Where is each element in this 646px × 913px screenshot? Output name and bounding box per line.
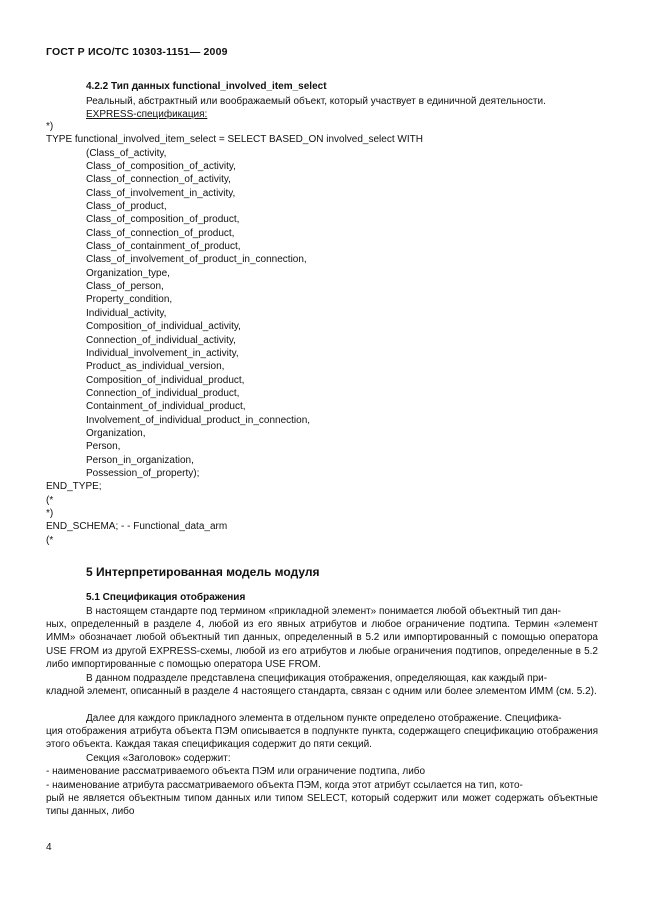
code-item-line: Involvement_of_individual_product_in_connection, [86,414,311,426]
section-heading-5: 5 Интерпретированная модель модуля [86,565,320,579]
paragraph-3-body: ция отображения атрибута объекта ПЭМ описывается в подпункте пункта, содержащего спецификацию отображения этого объекта. Каждая такая спецификация содержит до пяти секций. [46,726,598,751]
code-item-line: Class_of_composition_of_product, [86,214,240,226]
code-item-line: Possession_of_property); [86,467,200,479]
code-line: (* [46,494,54,506]
code-item-line: Class_of_involvement_in_activity, [86,187,236,199]
code-item-line: Individual_involvement_in_activity, [86,347,239,359]
paragraph-6-body: рый не является объектным типом данных или типом SELECT, который содержит или может содержать объектные типы данных, либо [46,793,598,818]
section-heading-5-1: 5.1 Спецификация отображения [86,592,246,603]
paragraph-6-first-line: - наименование атрибута рассматриваемого объекта ПЭМ, когда этот атрибут ссылается на тип, кото- [46,780,523,791]
code-item-line: Property_condition, [86,294,173,306]
code-item-line: Class_of_connection_of_activity, [86,174,231,186]
page-header: ГОСТ Р ИСО/ТС 10303-1151— 2009 [46,46,228,58]
code-item-line: Connection_of_individual_product, [86,387,240,399]
code-item-line: Class_of_person, [86,281,164,293]
express-code-block [46,120,423,547]
paragraph-3-first-line: Далее для каждого прикладного элемента в отдельном пункте определено отображение. Специфика- [86,713,562,724]
code-item-line: Product_as_individual_version, [86,361,225,373]
paragraph-1-body: ных, определенный в разделе 4, любой из его явных атрибутов и любое ограничение подтипа. Термин «элемент ИММ» обозначает любой объектный тип данных, определенный в 5.2 или импортированный с помощью оператора USE FROM из другой EXPRESS-схемы, любой из его атрибутов и любые ограничения подтипов, определенные в 5.2 либо импортированные с помощью оператора USE FROM. [46,619,598,671]
section-heading-4-2-2: 4.2.2 Тип данных functional_involved_item_select [86,81,327,92]
code-item-line: Person, [86,441,121,453]
code-item-line: Person_in_organization, [86,454,194,466]
code-item-line: Individual_activity, [86,307,167,319]
code-item-line: Class_of_containment_of_product, [86,241,241,253]
code-line: END_TYPE; [46,481,102,493]
code-line: *) [46,121,54,132]
code-item-line: Composition_of_individual_activity, [86,321,241,333]
code-item-line: (Class_of_activity, [86,147,167,159]
code-items [46,147,423,481]
paragraph-1-first-line: В настоящем стандарте под термином «прикладной элемент» понимается любой объектный тип дан- [86,606,561,617]
page-number: 4 [46,842,52,853]
code-item-line: Connection_of_individual_activity, [86,334,236,346]
code-line: TYPE functional_involved_item_select = SELECT BASED_ON involved_select WITH [46,134,423,146]
code-item-line: Organization_type, [86,267,170,279]
paragraph-5: - наименование рассматриваемого объекта ПЭМ или ограничение подтипа, либо [46,766,426,777]
code-item-line: Class_of_composition_of_activity, [86,161,236,173]
code-item-line: Containment_of_individual_product, [86,401,246,413]
code-item-line: Organization, [86,427,146,439]
code-item-line: Composition_of_individual_product, [86,374,245,386]
express-label: EXPRESS-спецификация: [86,109,208,120]
code-item-line: Class_of_product, [86,201,167,213]
code-item-line: Class_of_connection_of_product, [86,227,235,239]
code-item-line: Class_of_involvement_of_product_in_connection, [86,254,307,266]
paragraph-4: Секция «Заголовок» содержит: [86,753,231,764]
paragraph-2-body: кладной элемент, описанный в разделе 4 настоящего стандарта, связан с одним или более элементом ИММ (см. 5.2). [46,686,597,697]
code-line: (* [46,534,54,546]
type-description: Реальный, абстрактный или воображаемый объект, который участвует в единичной деятельности. [86,96,546,107]
paragraph-2-first-line: В данном подразделе представлена спецификация отображения, определяющая, как каждый при- [86,673,548,684]
code-line: END_SCHEMA; - - Functional_data_arm [46,521,228,533]
code-line: *) [46,507,54,519]
